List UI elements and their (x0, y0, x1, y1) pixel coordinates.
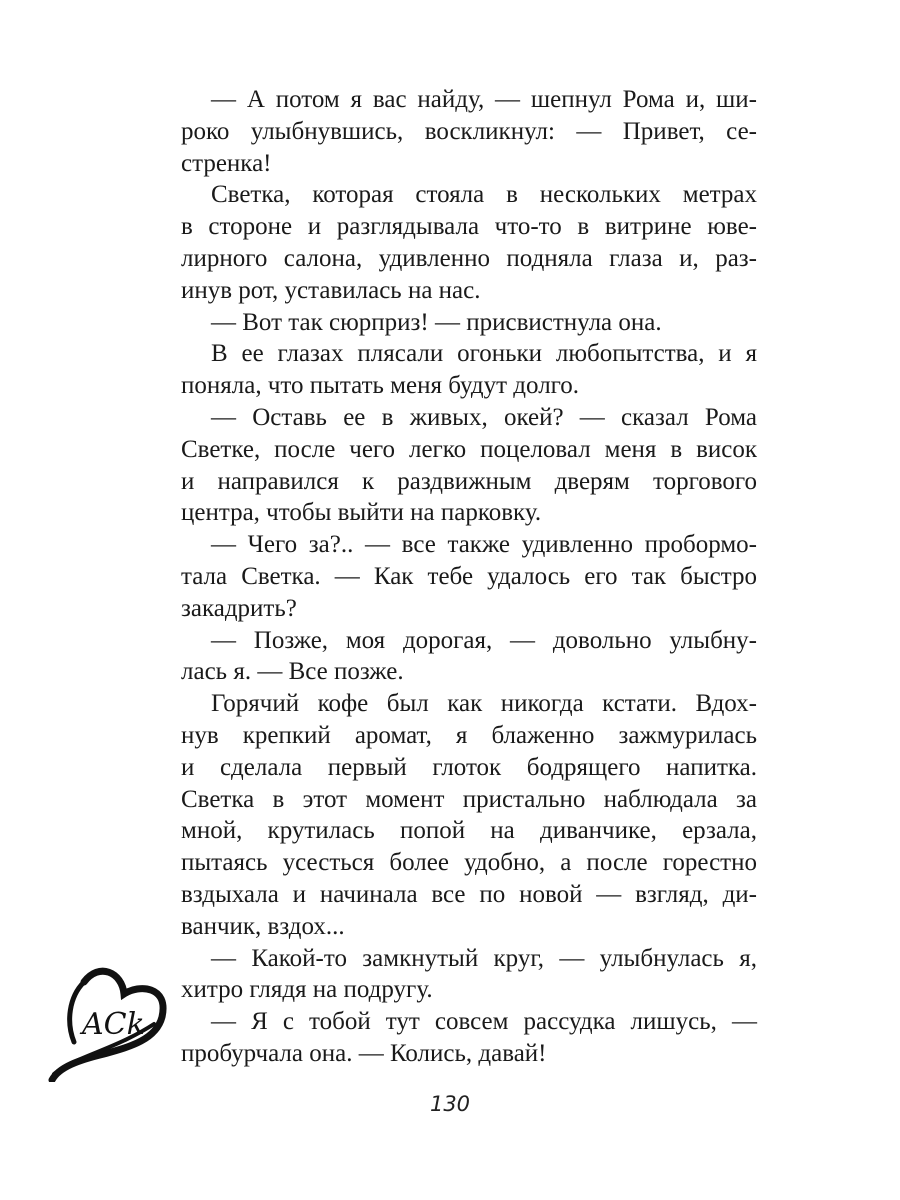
text-line: Светка, которая стояла в нескольких метрах (211, 181, 757, 209)
text-line: пробурчала она. — Колись, давай! (181, 1039, 547, 1067)
text-line: хитро глядя на подругу. (181, 976, 433, 1004)
text-line: — А потом я вас найду, — шепнул Рома и, ши- (211, 86, 757, 113)
text-line: и сделала первый глоток бодрящего напитка. (181, 753, 757, 781)
logo-monogram: ACk (82, 1007, 145, 1042)
text-line: в стороне и разглядывала что-то в витрине юве- (181, 213, 757, 241)
text-line: — Я с тобой тут совсем рассудка лишусь, — (211, 1008, 757, 1036)
text-line: — Какой-то замкнутый круг, — улыбнулась я, (211, 944, 757, 972)
text-line: Горячий кофе был как никогда кстати. Вдох- (211, 690, 757, 718)
text-line: мной, крутилась попой на диванчике, ерзала, (181, 817, 757, 845)
text-line: В ее глазах плясали огоньки любопытства, и я (211, 340, 757, 368)
text-line: тала Светка. — Как тебе удалось его так быстро (181, 562, 757, 590)
text-line: — Вот так сюрприз! — присвистнула она. (211, 308, 662, 336)
text-line: — Оставь ее в живых, окей? — сказал Рома (211, 403, 757, 431)
text-line: и направился к раздвижным дверям торгового (181, 467, 757, 495)
text-line: вздыхала и начинала все по новой — взгляд, ди- (181, 880, 757, 908)
text-line: нув крепкий аромат, я блаженно зажмурилась (181, 721, 757, 749)
text-line: ванчик, вздох... (181, 912, 345, 940)
text-line: Светка в этот момент пристально наблюдала за (181, 785, 757, 813)
text-line: Светке, после чего легко поцеловал меня в висок (181, 435, 757, 463)
text-line: — Позже, моя дорогая, — довольно улыбну- (211, 626, 757, 654)
text-line: поняла, что пытать меня будут долго. (181, 372, 580, 400)
text-line: лирного салона, удивленно подняла глаза и, раз- (181, 244, 757, 272)
text-line: стренка! (181, 149, 272, 177)
heart-monogram-icon (44, 962, 184, 1082)
text-line: роко улыбнувшись, воскликнул: — Привет, се- (181, 117, 757, 145)
text-line: закадрить? (181, 594, 297, 622)
text-line: центра, чтобы выйти на парковку. (181, 499, 542, 527)
text-line: — Чего за?.. — все также удивленно пробормо- (211, 531, 757, 559)
text-line: лась я. — Все позже. (181, 658, 404, 686)
text-line: инув рот, уставилась на нас. (181, 276, 481, 304)
page-number: 130 (429, 1092, 471, 1116)
text-line: пытаясь усесться более удобно, а после горестно (181, 849, 757, 877)
page-text (181, 84, 757, 1070)
